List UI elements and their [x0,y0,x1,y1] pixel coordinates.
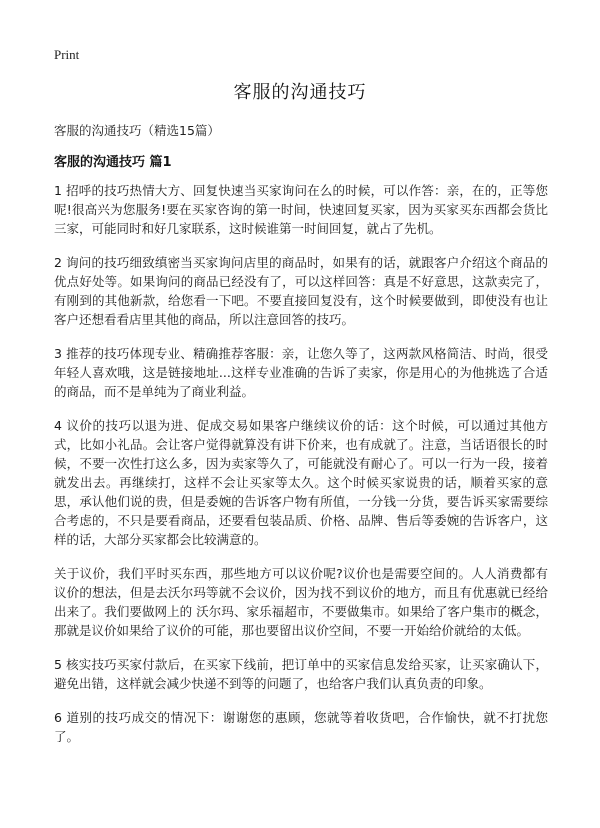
paragraph-recommend-tips: 3 推荐的技巧体现专业、精确推荐客服：亲，让您久等了，这两款风格简洁、时尚，很受年轻人喜欢哦，这是链接地址...这样专业准确的告诉了卖家，你是用心的为他挑选了合适的商品，而不是单纯为了商业利益。 [54,346,548,399]
paragraph-greeting-tips: 1 招呼的技巧热情大方、回复快速当买家询问在么的时候，可以作答：亲，在的，正等您呢!很高兴为您服务!要在买家咨询的第一时间，快速回复买家，因为买家买东西都会货比三家，可能同时和好几家联系，这时候谁第一时间回复，就占了先机。 [54,183,548,236]
paragraph-bargaining-notes: 关于议价，我们平时买东西，那些地方可以议价呢?议价也是需要空间的。人人消费都有议价的想法，但是去沃尔玛等就不会议价，因为找不到议价的地方，而且有优惠就已经给出来了。我们要做网上的 沃尔玛、家乐福超市，不要做集市。如果给了客户集市的概念，那就是议价如果给了议价的可能，那也要留出议价空间，不要一开始给价就给的太低。 [54,566,548,638]
document-subtitle: 客服的沟通技巧（精选15篇） [54,123,220,138]
print-link[interactable]: Print [54,47,80,62]
paragraph-bargaining-tips: 4 议价的技巧以退为进、促成交易如果客户继续议价的话：这个时候，可以通过其他方式，比如小礼品。会让客户觉得就算没有讲下价来，也有成就了。注意，当话语很长的时候，不要一次性打这么多，因为卖家等久了，可能就没有耐心了。可以一行为一段，接着就发出去。再继续打，这样不会让买家等太久。这个时候买家说贵的话，顺着买家的意思，承认他们说的贵，但是委婉的告诉客户物有所值，一分钱一分货，要告诉买家需要综合考虑的，不只是要看商品，还要看包装品质、价格、品牌、售后等委婉的告诉客户，这样的话，大部分买家都会比较满意的。 [54,418,548,547]
section-heading: 客服的沟通技巧 篇1 [54,155,172,170]
paragraph-verify-tips: 5 核实技巧买家付款后，在买家下线前，把订单中的买家信息发给买家，让买家确认下，避免出错，这样就会减少快递不到等的问题了，也给客户我们认真负责的印象。 [54,657,548,691]
paragraph-farewell-tips: 6 道别的技巧成交的情况下：谢谢您的惠顾，您就等着收货吧，合作愉快，就不打扰您了。 [54,710,548,744]
page-title: 客服的沟通技巧 [233,82,367,103]
article-body [54,181,548,761]
paragraph-inquiry-tips: 2 询问的技巧细致缜密当买家询问店里的商品时，如果有的话，就跟客户介绍这个商品的优点好处等。如果询问的商品已经没有了，可以这样回答：真是不好意思，这款卖完了，有刚到的其他新款，给您看一下吧。不要直接回复没有，这个时候要做到，即使没有也让客户还想看看店里其他的商品，所以注意回答的技巧。 [54,255,548,327]
